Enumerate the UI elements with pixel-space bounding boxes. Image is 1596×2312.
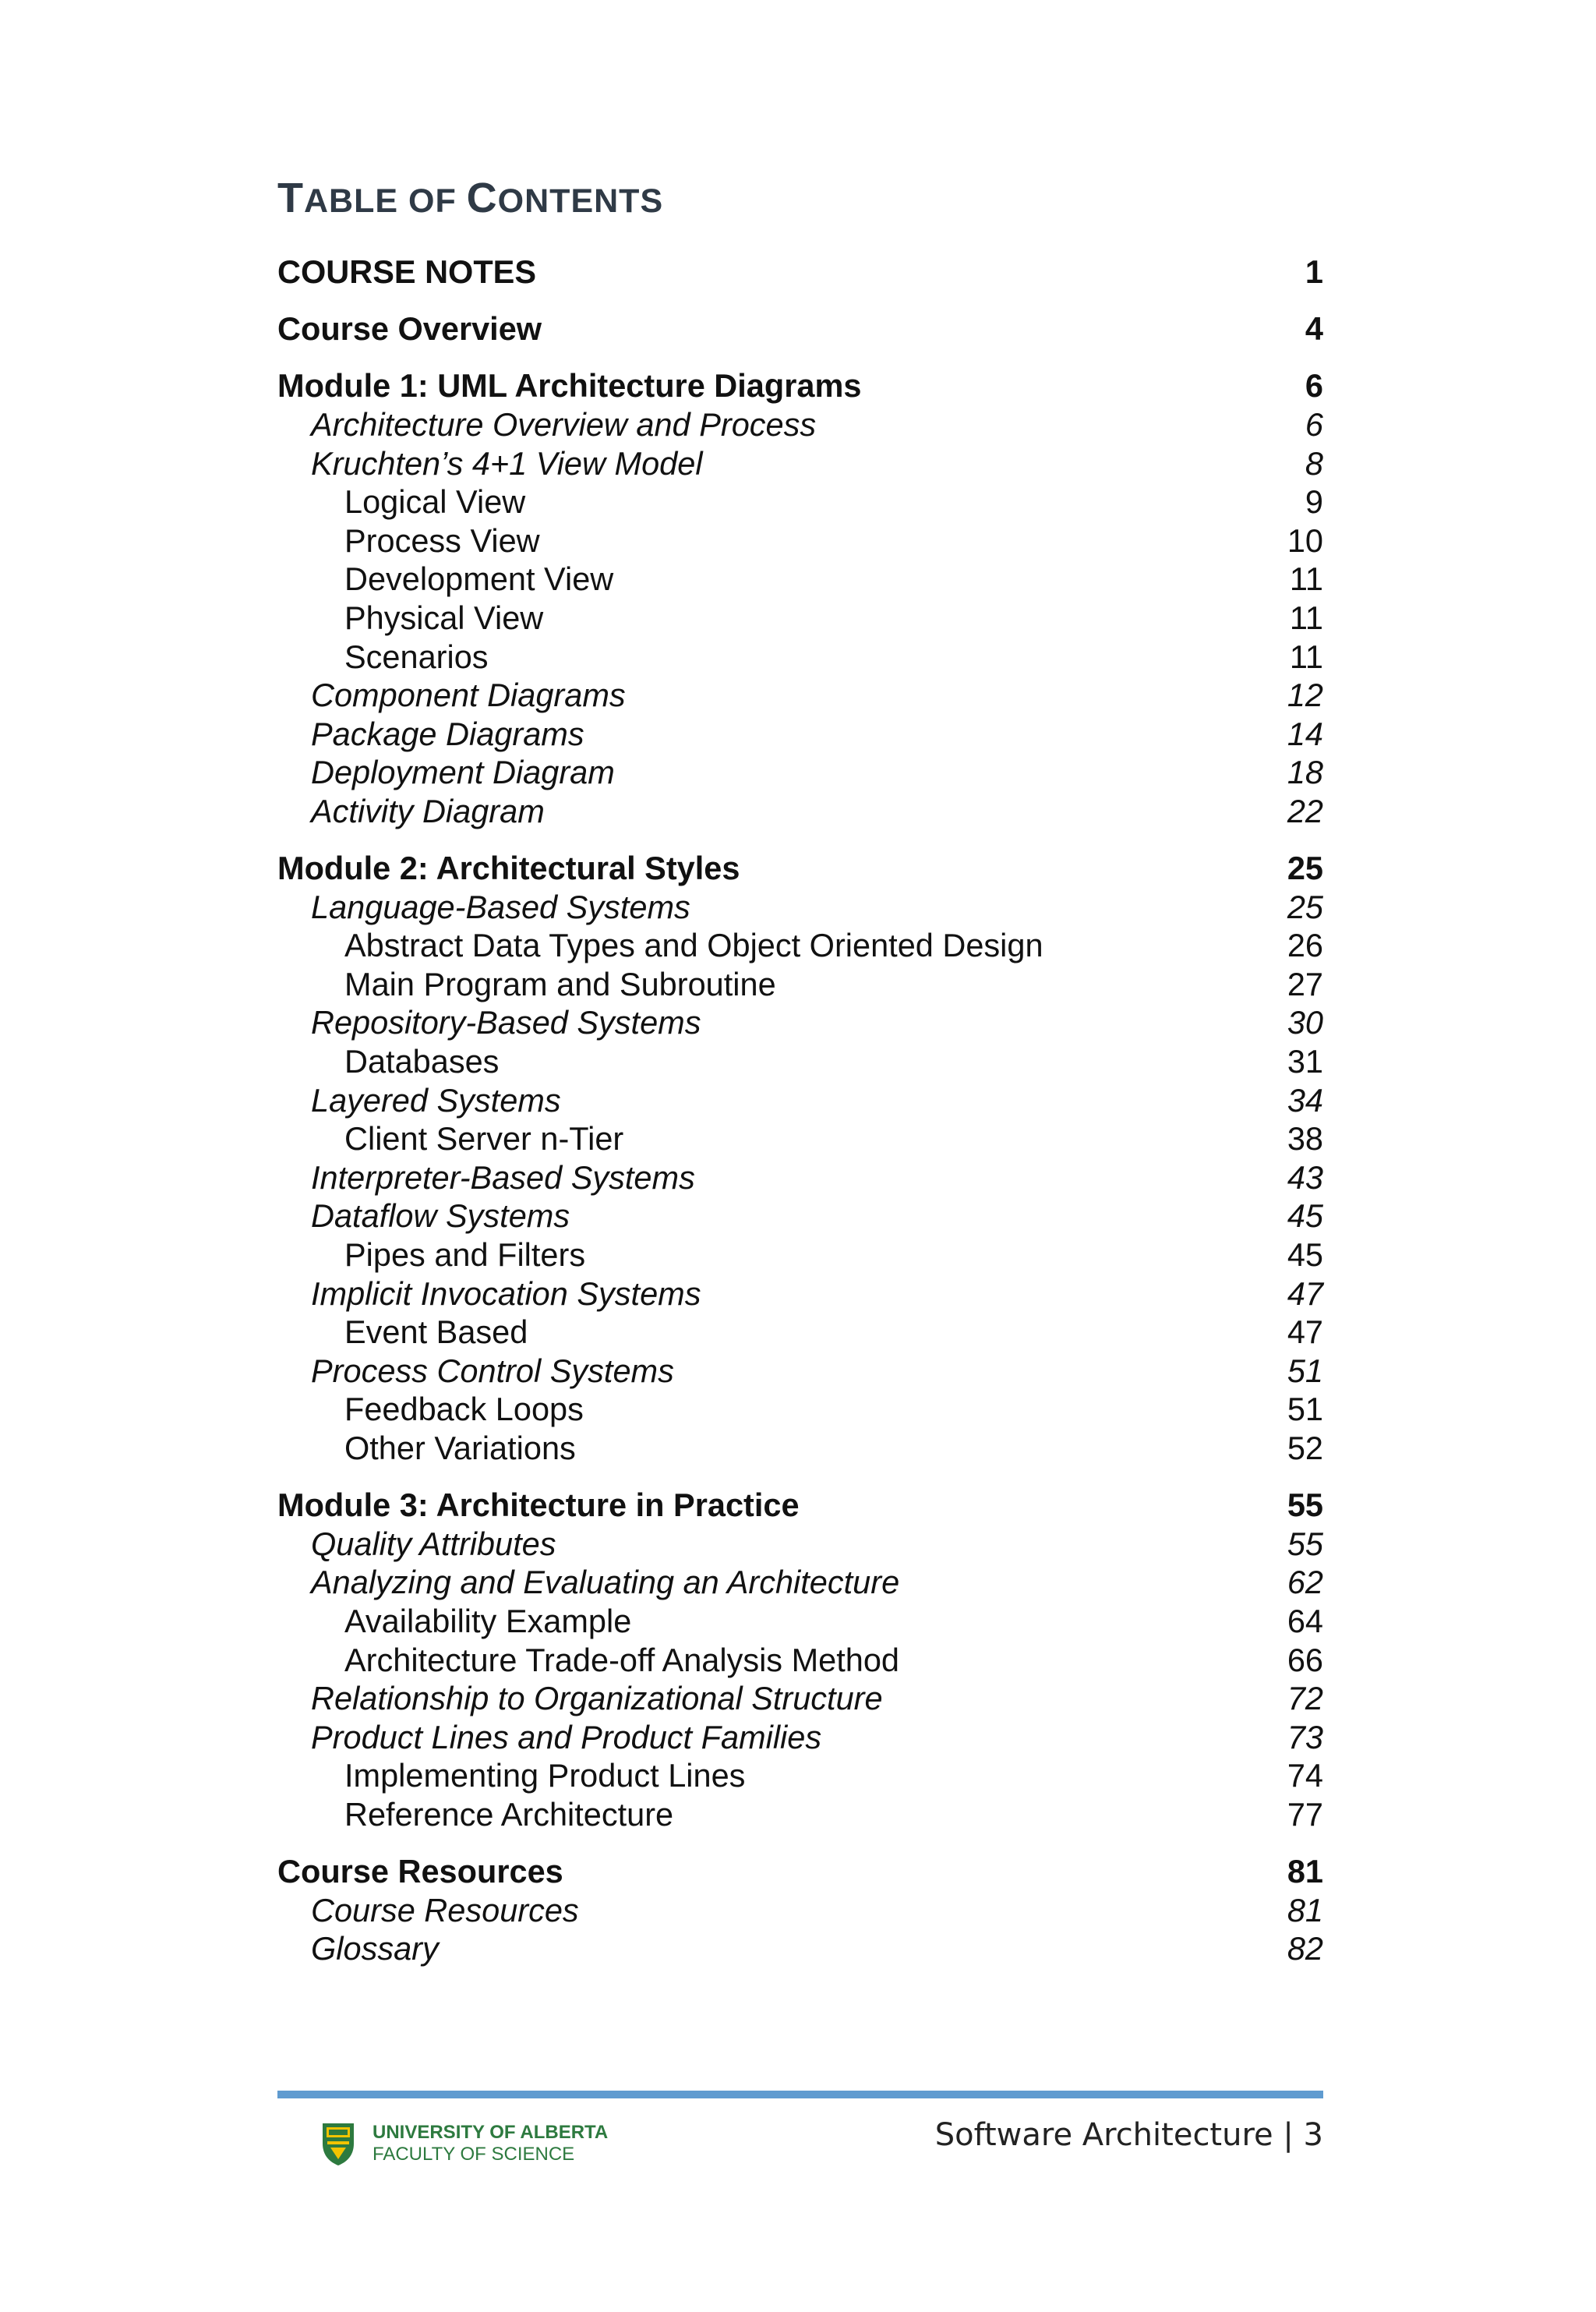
toc-entry-page: 25 — [1287, 850, 1323, 887]
toc-entry-level-2[interactable] — [277, 1563, 1323, 1602]
toc-entry-level-3[interactable] — [277, 1641, 1323, 1680]
toc-entry-level-2[interactable] — [277, 1679, 1323, 1718]
footer-divider — [277, 2091, 1323, 2098]
toc-entry-page: 34 — [1287, 1081, 1323, 1119]
toc-entry-page: 11 — [1289, 560, 1323, 598]
toc-entry-page: 11 — [1289, 638, 1323, 675]
toc-entry-level-2[interactable] — [277, 1718, 1323, 1757]
toc-entry-label: Course Resources — [311, 1891, 579, 1928]
toc-entry-page: 6 — [1305, 367, 1323, 405]
toc-entry-level-2[interactable] — [277, 888, 1323, 927]
toc-page — [277, 170, 1323, 1968]
toc-entry-page: 72 — [1287, 1680, 1323, 1717]
toc-entry-level-3[interactable] — [277, 483, 1323, 521]
toc-entry-label: Development View — [344, 560, 614, 598]
toc-entry-label: Language-Based Systems — [311, 888, 690, 925]
toc-entry-level-2[interactable] — [277, 1003, 1323, 1042]
toc-entry-page: 81 — [1287, 1891, 1323, 1928]
toc-entry-label: Main Program and Subroutine — [344, 965, 776, 1002]
toc-entry-page: 27 — [1287, 965, 1323, 1002]
toc-entry-label: Architecture Trade-off Analysis Method — [344, 1641, 900, 1678]
toc-entry-level-3[interactable] — [277, 1795, 1323, 1834]
toc-entry-label: Logical View — [344, 483, 526, 521]
toc-entry-level-2[interactable] — [277, 792, 1323, 831]
toc-entry-level-2[interactable] — [277, 1525, 1323, 1564]
toc-entry-level-2[interactable] — [277, 1274, 1323, 1313]
toc-entry-label: Course Resources — [277, 1853, 563, 1890]
toc-list — [277, 253, 1323, 1968]
toc-entry-label: Module 2: Architectural Styles — [277, 850, 740, 887]
toc-entry-page: 1 — [1305, 253, 1323, 290]
toc-entry-level-1[interactable] — [277, 1486, 1323, 1525]
toc-entry-level-3[interactable] — [277, 926, 1323, 965]
toc-entry-level-3[interactable] — [277, 638, 1323, 677]
toc-entry-label: Dataflow Systems — [311, 1197, 570, 1235]
toc-entry-page: 8 — [1305, 444, 1323, 482]
toc-entry-page: 38 — [1287, 1120, 1323, 1158]
toc-heading — [277, 170, 1323, 229]
toc-entry-level-3[interactable] — [277, 521, 1323, 560]
toc-entry-level-2[interactable] — [277, 676, 1323, 715]
toc-entry-page: 12 — [1287, 677, 1323, 714]
toc-entry-page: 4 — [1305, 310, 1323, 348]
toc-entry-label: Physical View — [344, 599, 544, 636]
toc-entry-level-2[interactable] — [277, 753, 1323, 792]
toc-entry-page: 74 — [1287, 1757, 1323, 1794]
toc-heading-rest-2: ONTENTS — [497, 182, 664, 220]
toc-entry-label: Process View — [344, 521, 540, 559]
toc-entry-label: Module 1: UML Architecture Diagrams — [277, 367, 862, 405]
toc-heading-cap-2: C — [466, 175, 498, 221]
toc-entry-label: Pipes and Filters — [344, 1236, 586, 1274]
toc-entry-page: 62 — [1287, 1564, 1323, 1601]
toc-entry-level-3[interactable] — [277, 965, 1323, 1004]
toc-entry-level-3[interactable] — [277, 1119, 1323, 1158]
toc-entry-page: 25 — [1287, 888, 1323, 925]
toc-entry-page: 55 — [1287, 1487, 1323, 1524]
toc-entry-label: Scenarios — [344, 638, 489, 675]
toc-entry-page: 52 — [1287, 1430, 1323, 1466]
toc-entry-label: Product Lines and Product Families — [311, 1718, 822, 1755]
toc-entry-level-3[interactable] — [277, 1429, 1323, 1468]
toc-heading-rest-1: ABLE OF — [304, 182, 467, 220]
university-logo — [320, 2120, 608, 2167]
toc-entry-label: Reference Architecture — [344, 1795, 674, 1833]
toc-entry-label: Layered Systems — [311, 1081, 561, 1119]
toc-entry-level-1[interactable] — [277, 366, 1323, 405]
toc-heading-cap-1: T — [277, 175, 304, 221]
toc-entry-label: Activity Diagram — [311, 792, 545, 829]
toc-entry-level-3[interactable] — [277, 1042, 1323, 1081]
toc-entry-page: 10 — [1287, 521, 1323, 559]
toc-entry-level-2[interactable] — [277, 405, 1323, 444]
toc-entry-label: Module 3: Architecture in Practice — [277, 1487, 800, 1524]
toc-entry-level-2[interactable] — [277, 1081, 1323, 1120]
toc-entry-level-3[interactable] — [277, 1756, 1323, 1795]
toc-entry-level-3[interactable] — [277, 560, 1323, 599]
toc-entry-page: 31 — [1287, 1043, 1323, 1080]
university-crest-icon — [320, 2120, 357, 2167]
toc-entry-label: Relationship to Organizational Structure — [311, 1680, 883, 1717]
toc-entry-label: COURSE NOTES — [277, 253, 537, 290]
toc-entry-level-3[interactable] — [277, 1390, 1323, 1429]
toc-entry-page: 51 — [1287, 1352, 1323, 1389]
toc-entry-label: Abstract Data Types and Object Oriented Design — [344, 927, 1043, 964]
toc-entry-label: Glossary — [311, 1930, 439, 1967]
toc-entry-label: Component Diagrams — [311, 677, 626, 714]
toc-entry-label: Architecture Overview and Process — [311, 405, 817, 443]
toc-entry-page: 6 — [1305, 405, 1323, 443]
toc-entry-level-2[interactable] — [277, 1891, 1323, 1930]
toc-entry-page: 55 — [1287, 1525, 1323, 1562]
toc-entry-label: Interpreter-Based Systems — [311, 1158, 695, 1196]
toc-entry-level-3[interactable] — [277, 599, 1323, 638]
toc-entry-level-3[interactable] — [277, 1236, 1323, 1274]
toc-entry-level-2[interactable] — [277, 1197, 1323, 1236]
toc-entry-label: Analyzing and Evaluating an Architecture — [311, 1564, 900, 1601]
toc-entry-level-3[interactable] — [277, 1602, 1323, 1641]
toc-entry-level-1[interactable] — [277, 849, 1323, 888]
toc-entry-label: Availability Example — [344, 1602, 632, 1639]
toc-entry-page: 47 — [1287, 1274, 1323, 1312]
toc-entry-page: 81 — [1287, 1853, 1323, 1890]
toc-entry-page: 11 — [1289, 599, 1323, 636]
running-footer: Software Architecture | 3 — [934, 2117, 1323, 2153]
toc-entry-label: Other Variations — [344, 1430, 576, 1466]
toc-entry-level-2[interactable] — [277, 1158, 1323, 1197]
toc-entry-page: 77 — [1287, 1795, 1323, 1833]
toc-entry-page: 26 — [1287, 927, 1323, 964]
toc-entry-label: Deployment Diagram — [311, 754, 615, 791]
toc-entry-label: Databases — [344, 1043, 500, 1080]
toc-entry-label: Feedback Loops — [344, 1391, 584, 1428]
toc-entry-page: 82 — [1287, 1930, 1323, 1967]
toc-entry-label: Package Diagrams — [311, 715, 584, 752]
toc-entry-page: 9 — [1305, 483, 1323, 521]
university-name: UNIVERSITY OF ALBERTA — [373, 2122, 609, 2143]
toc-entry-level-2[interactable] — [277, 1929, 1323, 1968]
toc-entry-level-3[interactable] — [277, 1313, 1323, 1352]
toc-entry-label: Repository-Based Systems — [311, 1004, 701, 1041]
toc-entry-label: Client Server n-Tier — [344, 1120, 624, 1158]
toc-entry-page: 18 — [1287, 754, 1323, 791]
toc-entry-label: Kruchten’s 4+1 View Model — [311, 444, 703, 482]
toc-entry-page: 47 — [1287, 1313, 1323, 1351]
faculty-name: FACULTY OF SCIENCE — [373, 2144, 575, 2165]
toc-entry-page: 30 — [1287, 1004, 1323, 1041]
toc-entry-label: Process Control Systems — [311, 1352, 674, 1389]
toc-entry-level-1[interactable] — [277, 253, 1323, 292]
toc-entry-level-2[interactable] — [277, 1352, 1323, 1391]
toc-entry-label: Implicit Invocation Systems — [311, 1274, 701, 1312]
toc-entry-page: 43 — [1287, 1158, 1323, 1196]
toc-entry-page: 66 — [1287, 1641, 1323, 1678]
toc-entry-label: Course Overview — [277, 310, 542, 348]
toc-entry-page: 51 — [1287, 1391, 1323, 1428]
toc-entry-page: 14 — [1287, 715, 1323, 752]
toc-entry-label: Event Based — [344, 1313, 528, 1351]
toc-entry-level-1[interactable] — [277, 309, 1323, 348]
toc-entry-label: Implementing Product Lines — [344, 1757, 746, 1794]
toc-entry-page: 22 — [1287, 792, 1323, 829]
toc-entry-level-1[interactable] — [277, 1852, 1323, 1891]
toc-entry-label: Quality Attributes — [311, 1525, 556, 1562]
toc-entry-page: 45 — [1287, 1236, 1323, 1274]
toc-entry-level-2[interactable] — [277, 444, 1323, 483]
logo-text — [373, 2122, 608, 2165]
toc-entry-page: 73 — [1287, 1718, 1323, 1755]
toc-entry-page: 64 — [1287, 1602, 1323, 1639]
toc-entry-page: 45 — [1287, 1197, 1323, 1235]
toc-entry-level-2[interactable] — [277, 715, 1323, 754]
